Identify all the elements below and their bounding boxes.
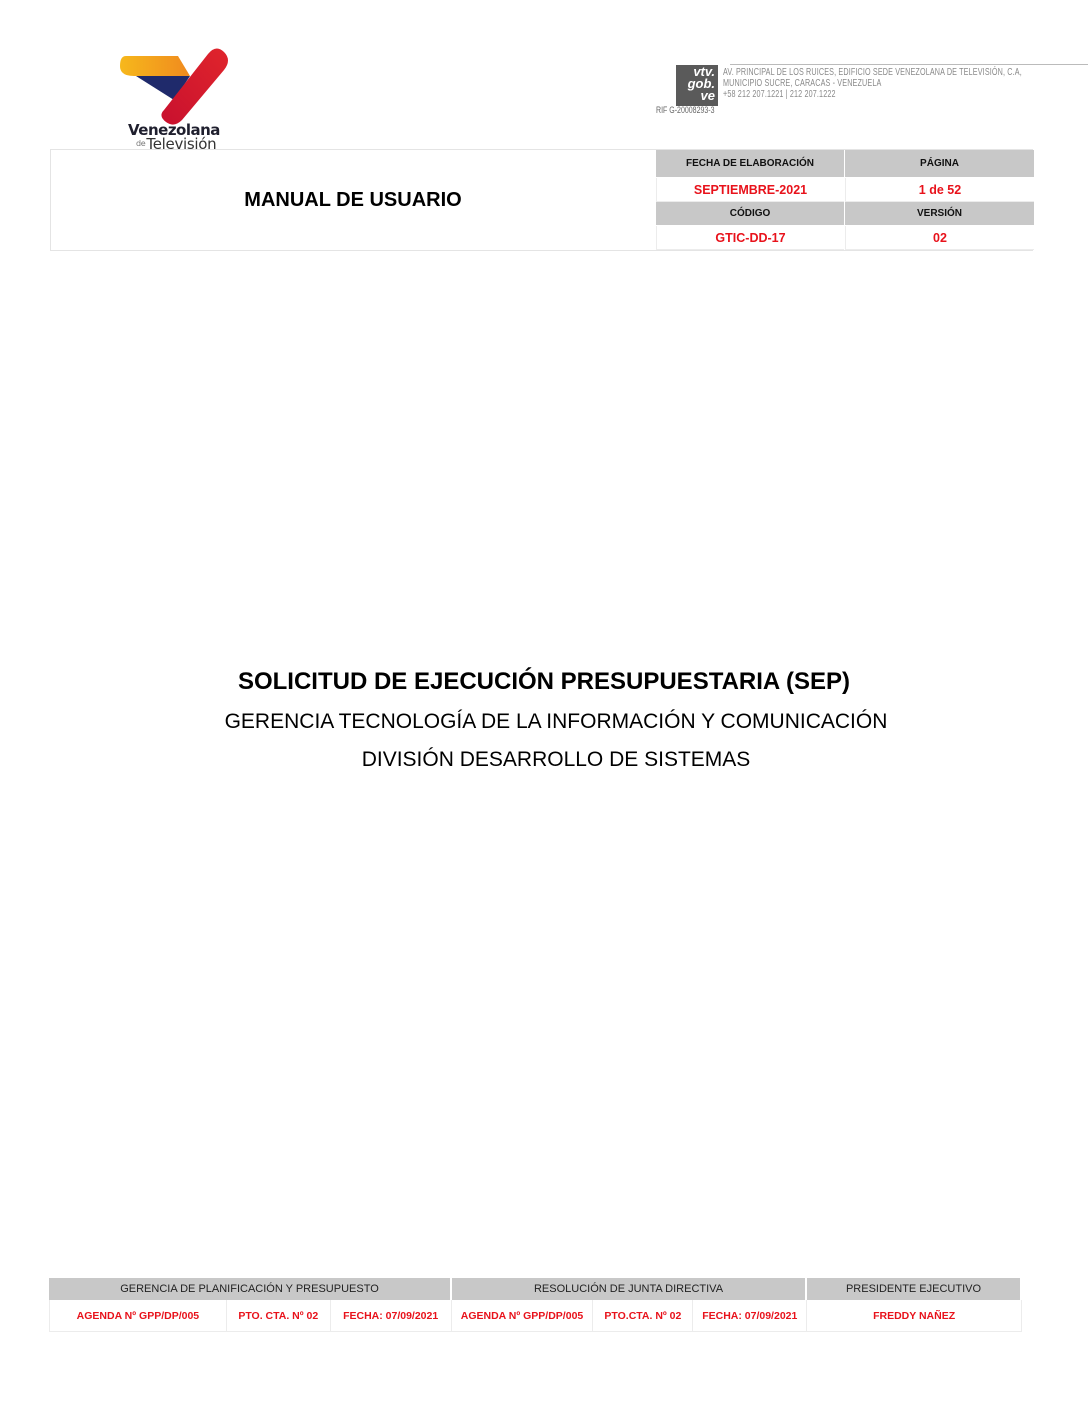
department-subtitle: GERENCIA TECNOLOGÍA DE LA INFORMACIÓN Y COMUNICACIÓN — [224, 710, 888, 733]
footer-cell-pto-cta-2: PTO.CTA. Nº 02 — [593, 1300, 693, 1331]
document-type-title: MANUAL DE USUARIO — [244, 188, 462, 211]
footer-cell-agenda-2: AGENDA Nº GPP/DP/005 — [452, 1300, 594, 1331]
approval-footer-table — [49, 1278, 1022, 1333]
division-subtitle: DIVISIÓN DESARROLLO DE SISTEMAS — [361, 748, 751, 771]
footer-cell-pto-cta-1: PTO. CTA. Nº 02 — [227, 1300, 331, 1331]
document-title: SOLICITUD DE EJECUCIÓN PRESUPUESTARIA (SEP) — [237, 668, 851, 695]
footer-cell-fecha-2: FECHA: 07/09/2021 — [693, 1300, 807, 1331]
version-label: VERSIÓN — [845, 202, 1034, 226]
header-rule — [730, 64, 1088, 65]
document-header-table — [50, 149, 1033, 251]
codigo-label: CÓDIGO — [656, 202, 844, 226]
footer-cell-fecha-1: FECHA: 07/09/2021 — [331, 1300, 452, 1331]
document-meta-grid — [656, 150, 1034, 250]
footer-header-planificacion: GERENCIA DE PLANIFICACIÓN Y PRESUPUESTO — [49, 1278, 452, 1300]
fecha-label: FECHA DE ELABORACIÓN — [656, 150, 844, 178]
footer-cell-agenda-1: AGENDA Nº GPP/DP/005 — [50, 1300, 227, 1331]
footer-header-junta: RESOLUCIÓN DE JUNTA DIRECTIVA — [452, 1278, 807, 1300]
version-value: 02 — [845, 226, 1034, 250]
footer-cell-presidente: FREDDY NAÑEZ — [807, 1300, 1022, 1331]
contact-address: AV. PRINCIPAL DE LOS RUICES, EDIFICIO SEDE VENEZOLANA DE TELEVISIÓN, C.A, MUNICIPIO SUCRE, CARACAS - VENEZUELA +58 212 207.1221 | 212 207.1222 — [723, 67, 1022, 100]
pagina-label: PÁGINA — [845, 150, 1034, 178]
logo-subwordmark: $^{de}$Televisión — [136, 135, 217, 153]
codigo-value: GTIC-DD-17 — [656, 226, 844, 250]
fecha-value: SEPTIEMBRE-2021 — [656, 178, 844, 202]
pagina-value: 1 de 52 — [845, 178, 1034, 202]
rif-number: RIF G-20008293-3 — [656, 105, 715, 115]
logo-wordmark: Venezolana — [128, 121, 220, 139]
footer-header-presidente: PRESIDENTE EJECUTIVO — [807, 1278, 1022, 1300]
vtv-gob-ve-badge: vtv. gob. ve — [676, 65, 718, 106]
